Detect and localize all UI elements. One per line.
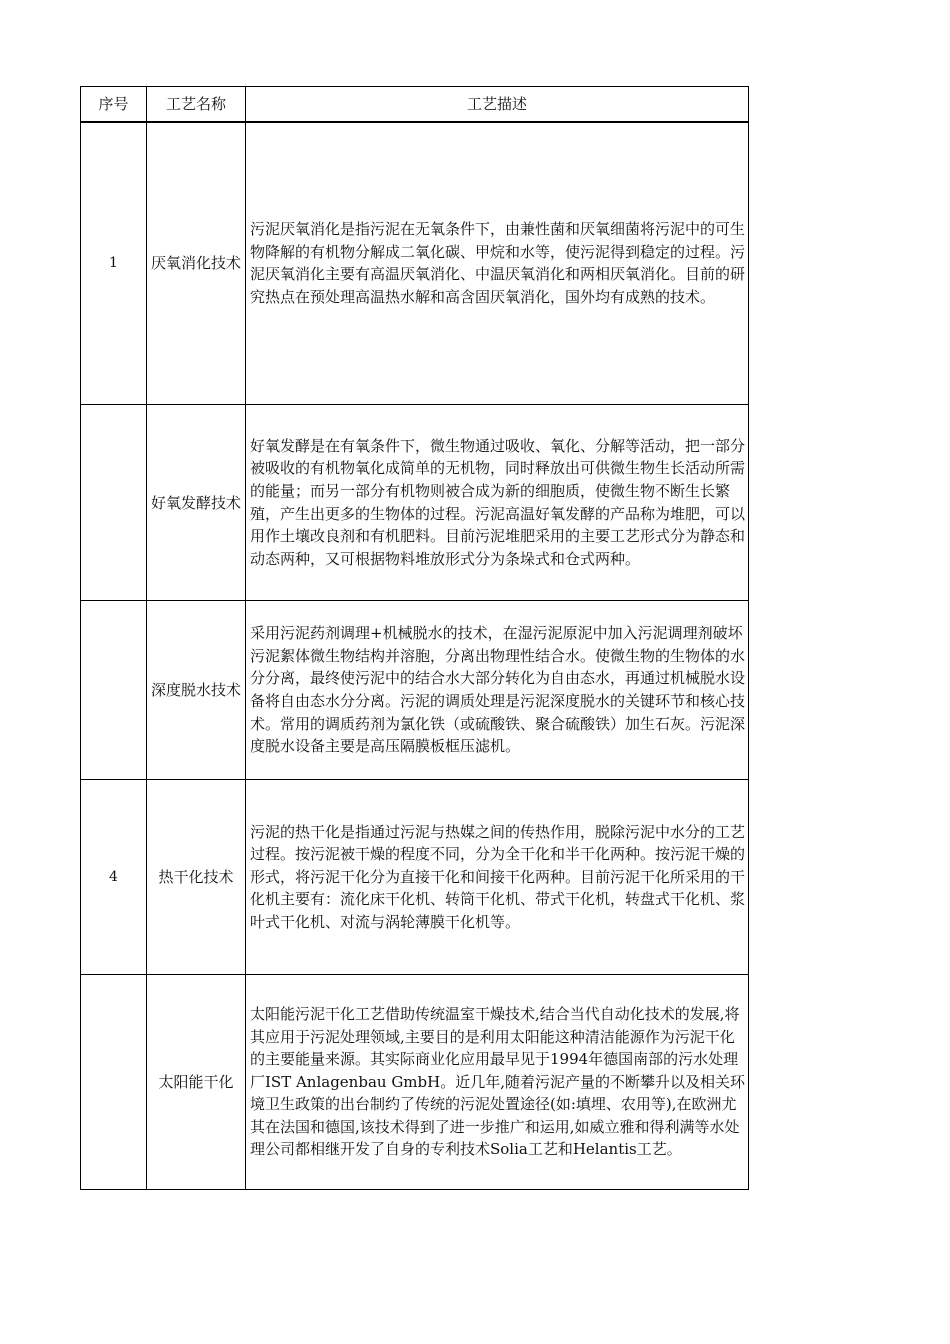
process-name: 好氧发酵技术 [147, 405, 246, 601]
row-index [81, 601, 147, 780]
process-name: 热干化技术 [147, 780, 246, 975]
process-description-text: 污泥的热干化是指通过污泥与热媒之间的传热作用，脱除污泥中水分的工艺过程。按污泥被干燥的程度不同，分为全干化和半干化两种。按污泥干燥的形式，将污泥干化分为直接干化和间接干化两种。目前污泥干化所采用的干化机主要有：流化床干化机、转筒干化机、带式干化机，转盘式干化机、浆叶式干化机、对流与涡轮薄膜干化机等。 [250, 822, 746, 931]
process-description [246, 601, 749, 780]
process-description [246, 780, 749, 975]
process-name: 厌氧消化技术 [147, 122, 246, 405]
header-index: 序号 [81, 87, 147, 122]
table-row [81, 601, 749, 780]
row-index: 1 [81, 122, 147, 405]
header-row [81, 87, 749, 122]
process-description-text: 太阳能污泥干化工艺借助传统温室干燥技术,结合当代自动化技术的发展,将其应用于污泥处理领域,主要目的是利用太阳能这种清洁能源作为污泥干化的主要能量来源。其实际商业化应用最早见于1994年德国南部的污水处理厂IST Anlagenbau GmbH。近几年,随着污泥产量的不断攀升以及相关环境卫生政策的出台制约了传统的污泥处置途径(如:填埋、农用等),在欧洲尤其在法国和德国,该技术得到了进一步推广和运用,如威立雅和得利满等水处理公司都相继开发了自身的专利技术Solia工艺和Helantis工艺。 [250, 1004, 745, 1159]
process-description [246, 405, 749, 601]
table-row [81, 122, 749, 405]
table-row [81, 780, 749, 975]
process-name: 深度脱水技术 [147, 601, 246, 780]
row-index [81, 405, 147, 601]
process-description-text: 采用污泥药剂调理+机械脱水的技术，在湿污泥原泥中加入污泥调理剂破坏污泥絮体微生物结构并溶胞，分离出物理性结合水。使微生物的生物体的水分分离，最终使污泥中的结合水大部分转化为自由态水，再通过机械脱水设备将自由态水分分离。污泥的调质处理是污泥深度脱水的关键环节和核心技术。常用的调质药剂为氯化铁（或硫酸铁、聚合硫酸铁）加生石灰。污泥深度脱水设备主要是高压隔膜板框压滤机。 [250, 624, 746, 756]
process-name: 太阳能干化 [147, 975, 246, 1190]
header-process-description: 工艺描述 [246, 87, 749, 122]
table-row [81, 405, 749, 601]
row-index [81, 975, 147, 1190]
header-process-name: 工艺名称 [147, 87, 246, 122]
process-description [246, 122, 749, 405]
process-table [80, 86, 749, 1190]
process-description [246, 975, 749, 1190]
process-description-text: 好氧发酵是在有氧条件下，微生物通过吸收、氧化、分解等活动，把一部分被吸收的有机物氧化成简单的无机物，同时释放出可供微生物生长活动所需的能量；而另一部分有机物则被合成为新的细胞质，使微生物不断生长繁殖，产生出更多的生物体的过程。污泥高温好氧发酵的产品称为堆肥，可以用作土壤改良剂和有机肥料。目前污泥堆肥采用的主要工艺形式分为静态和动态两种，又可根据物料堆放形式分为条垛式和仓式两种。 [250, 436, 746, 568]
row-index: 4 [81, 780, 147, 975]
table-row [81, 975, 749, 1190]
process-description-text: 污泥厌氧消化是指污泥在无氧条件下，由兼性菌和厌氧细菌将污泥中的可生物降解的有机物分解成二氧化碳、甲烷和水等，使污泥得到稳定的过程。污泥厌氧消化主要有高温厌氧消化、中温厌氧消化和两相厌氧消化。目前的研究热点在预处理高温热水解和高含固厌氧消化，国外均有成熟的技术。 [250, 220, 746, 306]
